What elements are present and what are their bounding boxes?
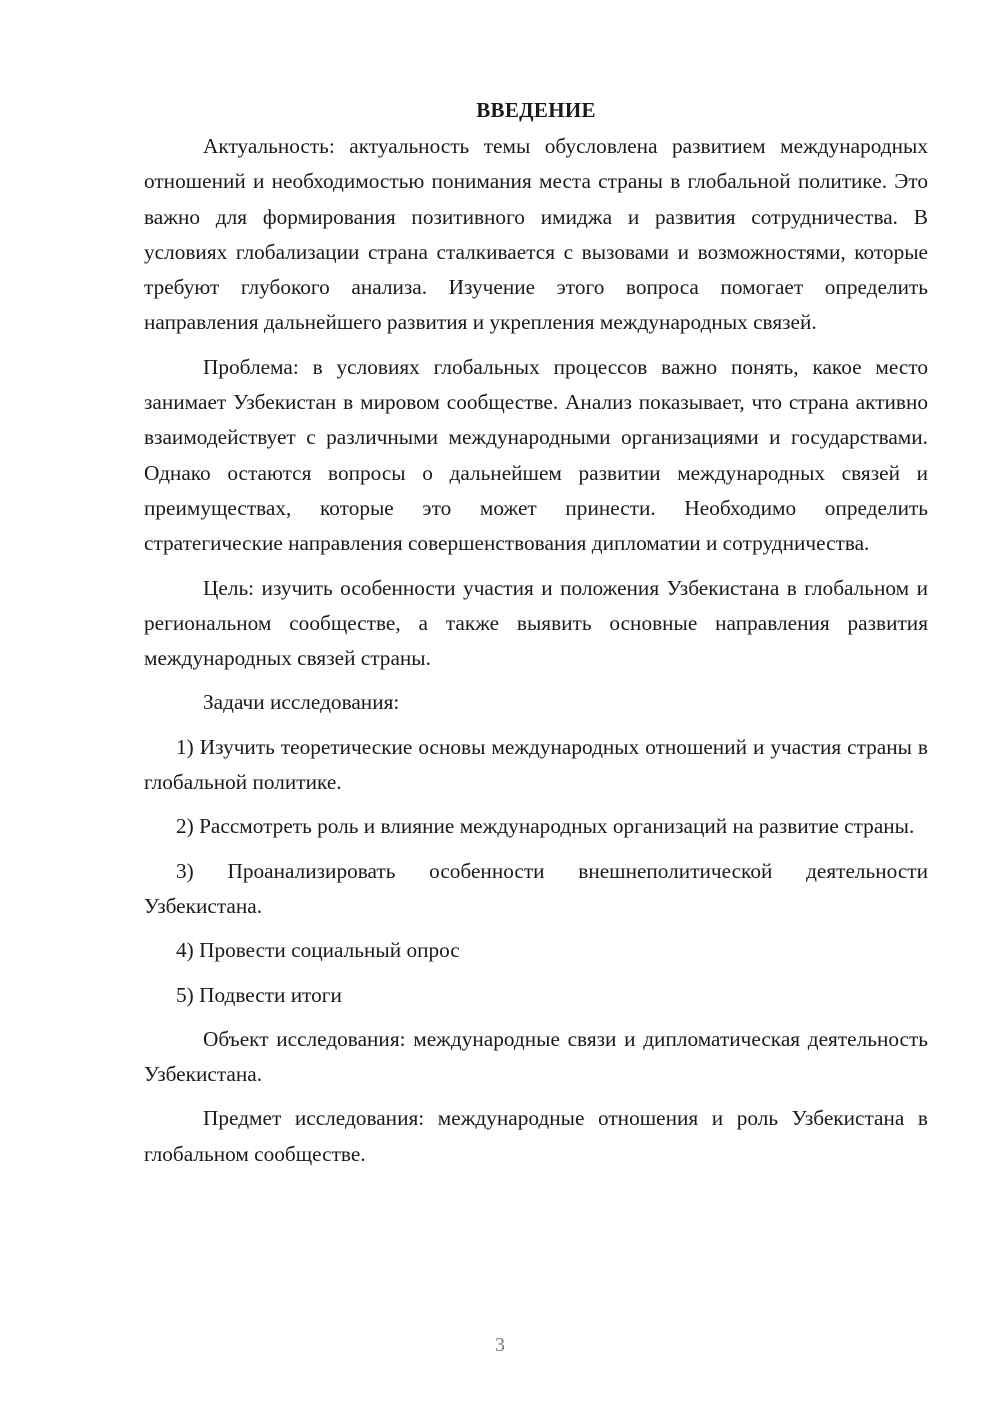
paragraph-problem: Проблема: в условиях глобальных процессов важно понять, какое место занимает Узбекистан в мировом сообществе. Анализ показывает, что страна активно взаимодействует с различными международными организациями и государствами. Однако остаются вопросы о дальнейшем развитии международных связей и преимуществах, которые это может принести. Необходимо определить стратегические направления совершенствования дипломатии и сотрудничества. (144, 354, 928, 556)
page-number: 3 (495, 1334, 505, 1356)
list-item: 5) Подвести итоги (176, 982, 342, 1007)
paragraph-subject: Предмет исследования: международные отношения и роль Узбекистана в глобальном сообществе. (144, 1106, 928, 1166)
list-item: 2) Рассмотреть роль и влияние международных организаций на развитие страны. (176, 814, 915, 839)
list-item: 4) Провести социальный опрос (176, 938, 460, 963)
paragraph-goal: Цель: изучить особенности участия и положения Узбекистана в глобальном и региональном сообществе, а также выявить основные направления развития международных связей страны. (144, 575, 928, 671)
paragraph-object: Объект исследования: международные связи и дипломатическая деятельность Узбекистана. (144, 1026, 928, 1087)
list-item: 3) Проанализировать особенности внешнеполитической деятельности Узбекистана. (144, 858, 928, 918)
tasks-heading: Задачи исследования: (203, 690, 400, 715)
document-title: ВВЕДЕНИЕ (476, 98, 596, 122)
paragraph-relevance: Актуальность: актуальность темы обусловлена развитием международных отношений и необходимостью понимания места страны в глобальной политике. Это важно для формирования позитивного имиджа и развития сотрудничества. В условиях глобализации страна сталкивается с вызовами и возможностями, которые требуют глубокого анализа. Изучение этого вопроса помогает определить направления дальнейшего развития и укрепления международных связей. (144, 134, 928, 335)
document-page (144, 95, 928, 1181)
tasks-list (144, 730, 928, 1013)
list-item: 1) Изучить теоретические основы международных отношений и участия страны в глобальной политике. (144, 734, 928, 795)
